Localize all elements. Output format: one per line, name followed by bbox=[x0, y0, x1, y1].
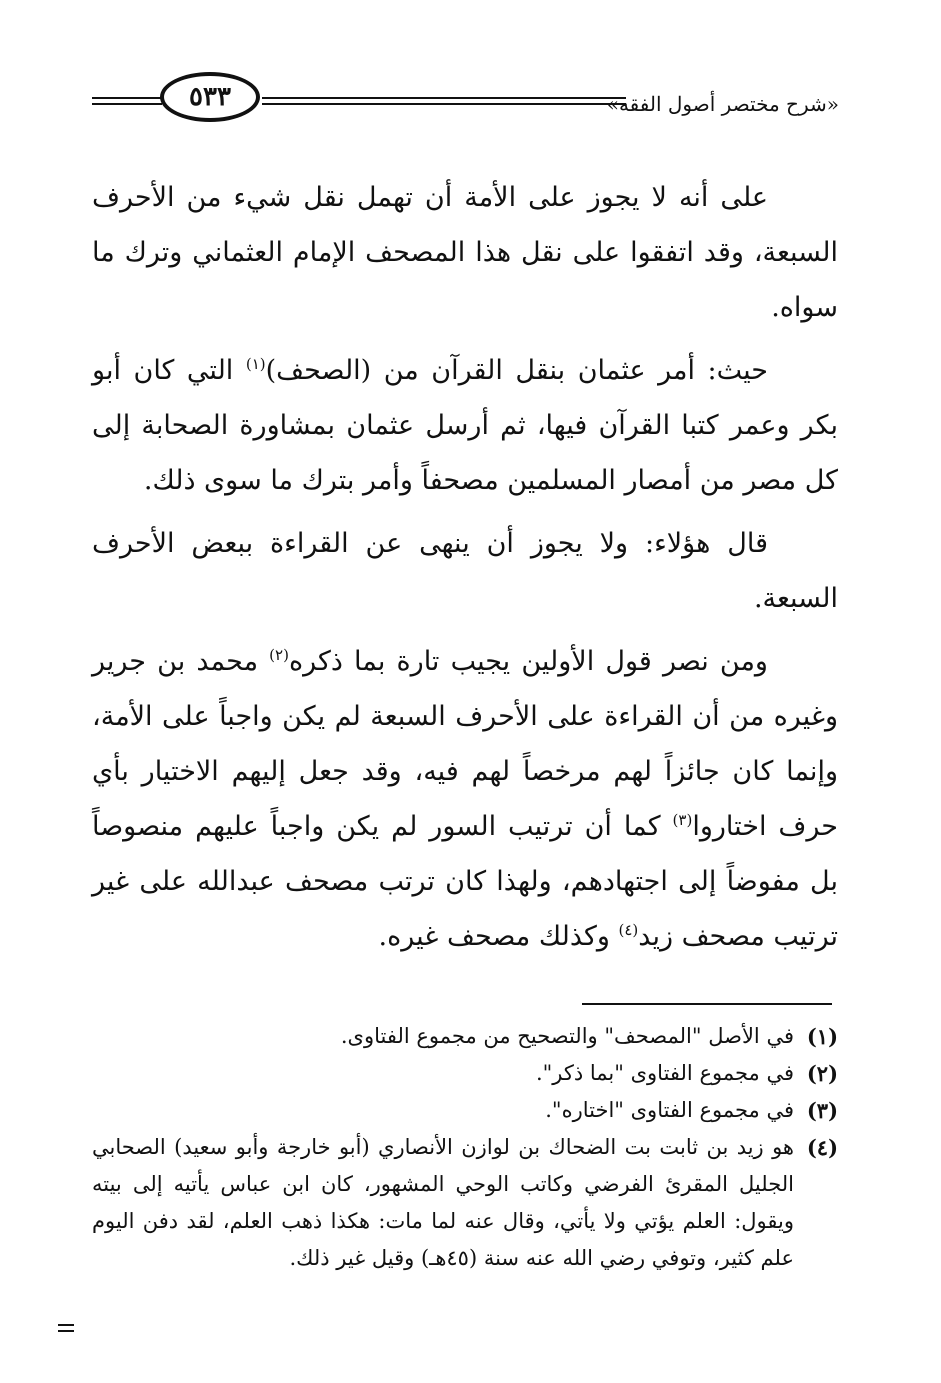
footnote-text: في مجموع الفتاوى "اختاره". bbox=[545, 1098, 794, 1122]
main-text bbox=[92, 170, 838, 972]
page-number: ٥٣٣ bbox=[160, 72, 260, 122]
paragraph-2-text-a: حيث: أمر عثمان بنقل القرآن من (الصحف) bbox=[265, 355, 768, 386]
footnote-separator bbox=[582, 1003, 832, 1005]
margin-mark bbox=[58, 1324, 74, 1332]
page-header bbox=[0, 66, 941, 136]
footnote-number: (٤) bbox=[806, 1135, 838, 1160]
paragraph-4 bbox=[92, 634, 838, 964]
footnotes bbox=[92, 1018, 838, 1277]
footnote-ref-2[interactable]: (٢) bbox=[269, 646, 289, 664]
footnote-text: هو زيد بن ثابت بت الضحاك بن لوازن الأنصاري (أبو خارجة وأبو سعيد) الصحابي الجليل المقرئ الفرضي وكاتب الوحي المشهور، كان ابن عباس يأتيه إلى بيته ويقول: العلم يؤتي ولا يأتي، وقال عنه لما مات: هكذا ذهب العلم، لقد دفن اليوم علم كثير، وتوفي رضي الله عنه سنة (٤٥هـ) وقيل غير ذلك. bbox=[92, 1135, 794, 1270]
footnote-ref-4[interactable]: (٤) bbox=[618, 921, 639, 939]
paragraph-2 bbox=[92, 343, 838, 508]
book-title: «شرح مختصر أصول الفقه» bbox=[606, 92, 839, 116]
paragraph-2-text-b: التي كان أبو بكر وعمر كتبا القرآن فيها، ثم أرسل عثمان بمشاورة الصحابة إلى كل مصر من أمصار المسلمين مصحفاً وأمر بترك ما سوى ذلك. bbox=[92, 355, 838, 496]
footnote-number: (٢) bbox=[806, 1061, 838, 1086]
footnote-text: في مجموع الفتاوى "بما ذكر". bbox=[535, 1061, 794, 1085]
paragraph-4-text-c: كما أن ترتيب السور لم يكن واجباً عليهم منصوصاً بل مفوضاً إلى اجتهادهم، ولهذا كان ترتب مصحف عبدالله على غير ترتيب مصحف زيد bbox=[92, 811, 838, 952]
header-rule-left bbox=[92, 97, 162, 105]
paragraph-3: قال هؤلاء: ولا يجوز أن ينهى عن القراءة ببعض الأحرف السبعة. bbox=[92, 528, 838, 614]
footnote-ref-3[interactable]: (٣) bbox=[672, 811, 693, 829]
footnote-3 bbox=[92, 1092, 838, 1129]
footnote-1 bbox=[92, 1018, 838, 1055]
paragraph-4-text-d: وكذلك مصحف غيره. bbox=[378, 921, 619, 952]
footnote-text: في الأصل "المصحف" والتصحيح من مجموع الفتاوى. bbox=[340, 1024, 794, 1048]
paragraph-1: على أنه لا يجوز على الأمة أن تهمل نقل شيء من الأحرف السبعة، وقد اتفقوا على نقل هذا المصحف الإمام العثماني وترك ما سواه. bbox=[92, 182, 838, 323]
footnote-number: (١) bbox=[806, 1024, 838, 1049]
paragraph-4-text-b: محمد بن جرير وغيره من أن القراءة على الأحرف السبعة لم يكن واجباً على الأمة، وإنما كان جائزاً لهم مرخصاً لهم فيه، وقد جعل إليهم الاختيار بأي حرف اختاروا bbox=[92, 646, 838, 842]
footnote-number: (٣) bbox=[806, 1098, 838, 1123]
footnote-ref-1[interactable]: (١) bbox=[245, 355, 266, 373]
footnote-2 bbox=[92, 1055, 838, 1092]
header-rule-right bbox=[262, 97, 626, 105]
paragraph-4-text-a: ومن نصر قول الأولين يجيب تارة بما ذكره bbox=[288, 646, 768, 677]
footnote-4 bbox=[92, 1129, 838, 1277]
